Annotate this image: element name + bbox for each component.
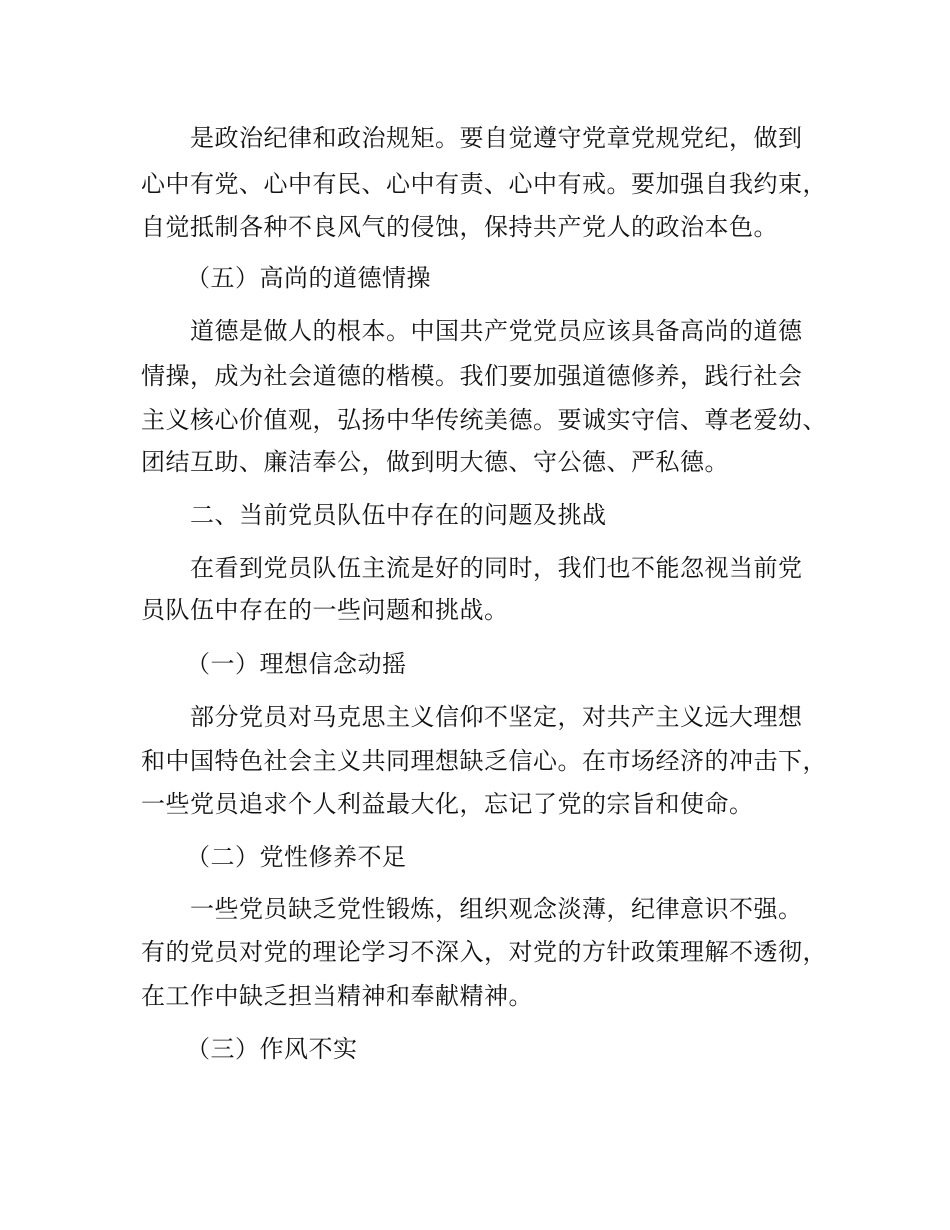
section-heading: （三）作风不实 [186,1035,358,1063]
paragraph-line: 在看到党员队伍主流是好的同时，我们也不能忽视当前党 [190,554,803,582]
paragraph-line: 主义核心价值观，弘扬中华传统美德。要诚实守信、尊老爱幼、 [141,406,827,434]
paragraph-line: 心中有党、心中有民、心中有责、心中有戒。要加强自我约束， [141,170,827,198]
paragraph-line: 道德是做人的根本。中国共产党党员应该具备高尚的道德 [190,317,803,345]
section-heading: （一）理想信念动摇 [186,650,407,678]
section-heading: （二）党性修养不足 [186,843,407,871]
paragraph-line: 团结互助、廉洁奉公，做到明大德、守公德、严私德。 [141,448,729,476]
paragraph-line: 员队伍中存在的一些问题和挑战。 [141,596,509,624]
paragraph-line: 和中国特色社会主义共同理想缺乏信心。在市场经济的冲击下， [141,747,827,775]
paragraph-line: 部分党员对马克思主义信仰不坚定，对共产主义远大理想 [190,703,803,731]
paragraph-line: 是政治纪律和政治规矩。要自觉遵守党章党规党纪，做到 [190,124,803,152]
paragraph-line: 自觉抵制各种不良风气的侵蚀，保持共产党人的政治本色。 [141,213,778,241]
section-heading: （五）高尚的道德情操 [186,264,431,292]
paragraph-line: 情操，成为社会道德的楷模。我们要加强道德修养，践行社会 [141,362,803,390]
paragraph-line: 在工作中缺乏担当精神和奉献精神。 [141,982,533,1010]
paragraph-line: 一些党员缺乏党性锻炼，组织观念淡薄，纪律意识不强。 [190,895,803,923]
paragraph-line: 有的党员对党的理论学习不深入，对党的方针政策理解不透彻， [141,938,827,966]
chapter-heading: 二、当前党员队伍中存在的问题及挑战 [190,501,607,529]
paragraph-line: 一些党员追求个人利益最大化，忘记了党的宗旨和使命。 [141,790,754,818]
